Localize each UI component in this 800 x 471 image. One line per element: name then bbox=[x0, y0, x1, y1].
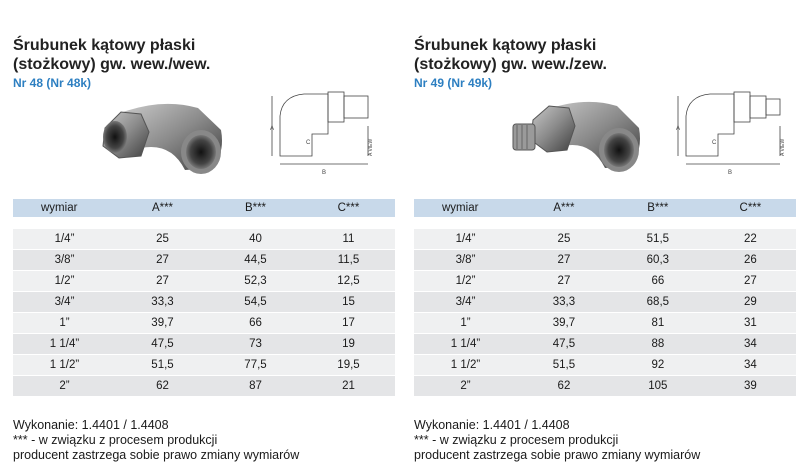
table-row bbox=[13, 313, 395, 334]
cell-wymiar: 1/2” bbox=[13, 271, 116, 292]
cell-b: 44,5 bbox=[209, 250, 302, 271]
table-row bbox=[414, 271, 796, 292]
cell-a: 27 bbox=[116, 250, 209, 271]
cell-a: 27 bbox=[116, 271, 209, 292]
cell-b: 66 bbox=[209, 313, 302, 334]
table-row bbox=[414, 334, 796, 355]
material-note: Wykonanie: 1.4401 / 1.4408 bbox=[13, 418, 169, 432]
cell-c: 11,5 bbox=[302, 250, 395, 271]
disclaimer-line-2: producent zastrzega sobie prawo zmiany wymiarów bbox=[414, 448, 701, 462]
cell-a: 25 bbox=[116, 229, 209, 250]
cell-b: 92 bbox=[611, 355, 705, 376]
cell-b: 52,3 bbox=[209, 271, 302, 292]
title-line-2: (stożkowy) gw. wew./wew. bbox=[13, 56, 211, 73]
cell-b: 54,5 bbox=[209, 292, 302, 313]
cell-b: 77,5 bbox=[209, 355, 302, 376]
cell-wymiar: 1/4” bbox=[13, 229, 116, 250]
dim-label-c: C bbox=[712, 140, 717, 146]
cell-a: 33,3 bbox=[517, 292, 611, 313]
header-c: C*** bbox=[705, 199, 796, 217]
header-a: A*** bbox=[116, 199, 209, 217]
cell-c: 11 bbox=[302, 229, 395, 250]
view-label: A VIEW bbox=[368, 138, 374, 156]
dimensions-table bbox=[13, 199, 395, 397]
cell-c: 34 bbox=[705, 334, 796, 355]
cell-b: 66 bbox=[611, 271, 705, 292]
table-row bbox=[414, 376, 796, 397]
table-row bbox=[13, 376, 395, 397]
cell-c: 27 bbox=[705, 271, 796, 292]
cell-c: 34 bbox=[705, 355, 796, 376]
header-b: B*** bbox=[209, 199, 302, 217]
table-header-row bbox=[13, 199, 395, 217]
cell-c: 39 bbox=[705, 376, 796, 397]
cell-c: 22 bbox=[705, 229, 796, 250]
technical-drawing bbox=[674, 86, 792, 182]
table-row bbox=[414, 292, 796, 313]
cell-a: 51,5 bbox=[517, 355, 611, 376]
product-panel-nr48 bbox=[13, 0, 395, 471]
notes bbox=[13, 418, 299, 463]
cell-a: 47,5 bbox=[116, 334, 209, 355]
cell-a: 51,5 bbox=[116, 355, 209, 376]
header-a: A*** bbox=[517, 199, 611, 217]
dim-label-a: A bbox=[270, 126, 275, 132]
product-title bbox=[414, 36, 607, 74]
cell-a: 25 bbox=[517, 229, 611, 250]
cell-b: 40 bbox=[209, 229, 302, 250]
header-c: C*** bbox=[302, 199, 395, 217]
table-row bbox=[414, 229, 796, 250]
header-wymiar: wymiar bbox=[414, 199, 517, 217]
cell-wymiar: 3/8” bbox=[414, 250, 517, 271]
table-row bbox=[13, 355, 395, 376]
cell-a: 62 bbox=[517, 376, 611, 397]
technical-drawing bbox=[268, 86, 386, 182]
cell-c: 15 bbox=[302, 292, 395, 313]
cell-c: 12,5 bbox=[302, 271, 395, 292]
cell-b: 105 bbox=[611, 376, 705, 397]
cell-wymiar: 2” bbox=[13, 376, 116, 397]
product-code: Nr 49 (Nr 49k) bbox=[414, 76, 493, 90]
dim-label-b: B bbox=[728, 170, 733, 176]
cell-c: 31 bbox=[705, 313, 796, 334]
view-label: A VIEW bbox=[780, 138, 786, 156]
table-row bbox=[414, 355, 796, 376]
disclaimer-line-1: *** - w związku z procesem produkcji bbox=[414, 433, 619, 447]
header-b: B*** bbox=[611, 199, 705, 217]
product-panel-nr49 bbox=[414, 0, 796, 471]
cell-b: 60,3 bbox=[611, 250, 705, 271]
table-row bbox=[13, 292, 395, 313]
product-photo-elbow-female-male bbox=[509, 90, 659, 182]
cell-wymiar: 1 1/2” bbox=[13, 355, 116, 376]
cell-wymiar: 1 1/2” bbox=[414, 355, 517, 376]
cell-wymiar: 1 1/4” bbox=[13, 334, 116, 355]
cell-wymiar: 1/2” bbox=[414, 271, 517, 292]
cell-b: 73 bbox=[209, 334, 302, 355]
cell-b: 68,5 bbox=[611, 292, 705, 313]
cell-a: 33,3 bbox=[116, 292, 209, 313]
cell-wymiar: 1 1/4” bbox=[414, 334, 517, 355]
cell-wymiar: 3/8” bbox=[13, 250, 116, 271]
cell-wymiar: 1/4” bbox=[414, 229, 517, 250]
table-row bbox=[13, 271, 395, 292]
material-note: Wykonanie: 1.4401 / 1.4408 bbox=[414, 418, 570, 432]
cell-b: 51,5 bbox=[611, 229, 705, 250]
cell-a: 62 bbox=[116, 376, 209, 397]
cell-b: 87 bbox=[209, 376, 302, 397]
cell-a: 27 bbox=[517, 250, 611, 271]
table-header-row bbox=[414, 199, 796, 217]
cell-c: 17 bbox=[302, 313, 395, 334]
cell-wymiar: 3/4” bbox=[13, 292, 116, 313]
dim-label-b: B bbox=[322, 170, 327, 176]
table-row bbox=[414, 250, 796, 271]
dim-label-c: C bbox=[306, 140, 311, 146]
cell-c: 29 bbox=[705, 292, 796, 313]
product-title bbox=[13, 36, 210, 74]
product-code: Nr 48 (Nr 48k) bbox=[13, 76, 92, 90]
cell-c: 19,5 bbox=[302, 355, 395, 376]
cell-b: 81 bbox=[611, 313, 705, 334]
cell-a: 47,5 bbox=[517, 334, 611, 355]
cell-c: 21 bbox=[302, 376, 395, 397]
table-row bbox=[414, 313, 796, 334]
title-line-1: Śrubunek kątowy płaski bbox=[414, 37, 597, 54]
table-row bbox=[13, 334, 395, 355]
cell-c: 26 bbox=[705, 250, 796, 271]
cell-wymiar: 2” bbox=[414, 376, 517, 397]
dimensions-table bbox=[414, 199, 796, 397]
cell-b: 88 bbox=[611, 334, 705, 355]
cell-a: 39,7 bbox=[116, 313, 209, 334]
title-line-2: (stożkowy) gw. wew./zew. bbox=[414, 56, 607, 73]
cell-c: 19 bbox=[302, 334, 395, 355]
table-row bbox=[13, 229, 395, 250]
cell-wymiar: 3/4” bbox=[414, 292, 517, 313]
title-line-1: Śrubunek kątowy płaski bbox=[13, 37, 196, 54]
cell-wymiar: 1” bbox=[414, 313, 517, 334]
header-wymiar: wymiar bbox=[13, 199, 116, 217]
disclaimer-line-2: producent zastrzega sobie prawo zmiany wymiarów bbox=[13, 448, 300, 462]
cell-a: 27 bbox=[517, 271, 611, 292]
cell-a: 39,7 bbox=[517, 313, 611, 334]
product-photo-elbow-female-female bbox=[93, 90, 243, 182]
table-row bbox=[13, 250, 395, 271]
disclaimer-line-1: *** - w związku z procesem produkcji bbox=[13, 433, 218, 447]
dim-label-a: A bbox=[676, 126, 681, 132]
cell-wymiar: 1” bbox=[13, 313, 116, 334]
notes bbox=[414, 418, 700, 463]
